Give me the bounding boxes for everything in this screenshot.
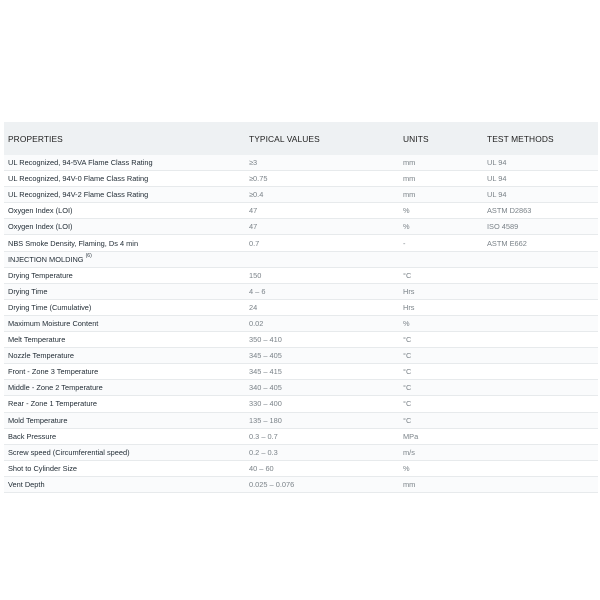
- cell-property: UL Recognized, 94V-0 Flame Class Rating: [4, 171, 245, 187]
- section-footnote: (6): [85, 252, 92, 259]
- table-body: [4, 155, 598, 492]
- cell-property: Melt Temperature: [4, 332, 245, 348]
- table-row: [4, 283, 598, 299]
- cell-value: ≥0.75: [245, 171, 399, 187]
- cell-value: 0.7: [245, 235, 399, 251]
- cell-value: 330 – 400: [245, 396, 399, 412]
- table-row: [4, 315, 598, 331]
- cell-value: 0.2 – 0.3: [245, 444, 399, 460]
- cell-unit: mm: [399, 171, 483, 187]
- table-row: [4, 476, 598, 492]
- cell-method: [483, 315, 598, 331]
- cell-value: 345 – 415: [245, 364, 399, 380]
- cell-unit: °C: [399, 348, 483, 364]
- header-units: UNITS: [399, 122, 483, 155]
- cell-property: NBS Smoke Density, Flaming, Ds 4 min: [4, 235, 245, 251]
- properties-table: [4, 122, 598, 493]
- cell-method: [483, 396, 598, 412]
- cell-unit: %: [399, 460, 483, 476]
- table-row: [4, 428, 598, 444]
- cell-method: ISO 4589: [483, 219, 598, 235]
- table-row: [4, 187, 598, 203]
- properties-table-container: [4, 122, 598, 493]
- table-row: [4, 203, 598, 219]
- cell-unit: mm: [399, 187, 483, 203]
- cell-property: Oxygen Index (LOI): [4, 219, 245, 235]
- cell-unit: °C: [399, 412, 483, 428]
- cell-method: [483, 412, 598, 428]
- cell-unit: °C: [399, 364, 483, 380]
- cell-value: 24: [245, 299, 399, 315]
- section-heading: [4, 251, 598, 267]
- cell-method: [483, 267, 598, 283]
- section-label: INJECTION MOLDING: [8, 254, 84, 264]
- cell-unit: °C: [399, 332, 483, 348]
- cell-property: Drying Time (Cumulative): [4, 299, 245, 315]
- cell-value: 0.025 – 0.076: [245, 476, 399, 492]
- cell-unit: MPa: [399, 428, 483, 444]
- table-row: [4, 380, 598, 396]
- cell-property: Drying Temperature: [4, 267, 245, 283]
- cell-unit: °C: [399, 380, 483, 396]
- cell-method: [483, 283, 598, 299]
- cell-value: 4 – 6: [245, 283, 399, 299]
- cell-method: [483, 299, 598, 315]
- cell-property: Back Pressure: [4, 428, 245, 444]
- cell-property: Nozzle Temperature: [4, 348, 245, 364]
- cell-value: 350 – 410: [245, 332, 399, 348]
- table-row: [4, 299, 598, 315]
- table-row: [4, 364, 598, 380]
- cell-method: [483, 428, 598, 444]
- cell-property: Oxygen Index (LOI): [4, 203, 245, 219]
- cell-method: UL 94: [483, 155, 598, 171]
- cell-property: Rear - Zone 1 Temperature: [4, 396, 245, 412]
- table-row: [4, 332, 598, 348]
- table-row: [4, 460, 598, 476]
- table-row: [4, 171, 598, 187]
- cell-unit: m/s: [399, 444, 483, 460]
- cell-method: [483, 476, 598, 492]
- cell-unit: %: [399, 219, 483, 235]
- cell-property: Maximum Moisture Content: [4, 315, 245, 331]
- cell-unit: %: [399, 203, 483, 219]
- cell-value: 135 – 180: [245, 412, 399, 428]
- cell-unit: Hrs: [399, 283, 483, 299]
- table-row: [4, 412, 598, 428]
- cell-value: 47: [245, 203, 399, 219]
- cell-value: 150: [245, 267, 399, 283]
- cell-property: Vent Depth: [4, 476, 245, 492]
- cell-property: Mold Temperature: [4, 412, 245, 428]
- cell-property: UL Recognized, 94-5VA Flame Class Rating: [4, 155, 245, 171]
- cell-method: ASTM D2863: [483, 203, 598, 219]
- cell-method: [483, 364, 598, 380]
- cell-method: UL 94: [483, 171, 598, 187]
- cell-property: Front - Zone 3 Temperature: [4, 364, 245, 380]
- cell-unit: °C: [399, 396, 483, 412]
- cell-value: ≥0.4: [245, 187, 399, 203]
- table-row: [4, 444, 598, 460]
- header-test-methods: TEST METHODS: [483, 122, 598, 155]
- cell-method: [483, 460, 598, 476]
- table-header: [4, 122, 598, 155]
- cell-unit: °C: [399, 267, 483, 283]
- header-typical-values: TYPICAL VALUES: [245, 122, 399, 155]
- cell-property: UL Recognized, 94V-2 Flame Class Rating: [4, 187, 245, 203]
- cell-value: 340 – 405: [245, 380, 399, 396]
- table-row: [4, 267, 598, 283]
- table-row: [4, 219, 598, 235]
- cell-property: Screw speed (Circumferential speed): [4, 444, 245, 460]
- cell-unit: -: [399, 235, 483, 251]
- cell-value: 47: [245, 219, 399, 235]
- cell-method: [483, 348, 598, 364]
- header-properties: PROPERTIES: [4, 122, 245, 155]
- section-row-injection-molding: [4, 251, 598, 267]
- cell-unit: mm: [399, 155, 483, 171]
- table-row: [4, 396, 598, 412]
- cell-unit: mm: [399, 476, 483, 492]
- cell-property: Shot to Cylinder Size: [4, 460, 245, 476]
- cell-method: UL 94: [483, 187, 598, 203]
- cell-value: ≥3: [245, 155, 399, 171]
- header-row: [4, 122, 598, 155]
- cell-value: 0.02: [245, 315, 399, 331]
- cell-property: Middle - Zone 2 Temperature: [4, 380, 245, 396]
- cell-value: 345 – 405: [245, 348, 399, 364]
- cell-value: 0.3 – 0.7: [245, 428, 399, 444]
- cell-property: Drying Time: [4, 283, 245, 299]
- cell-method: ASTM E662: [483, 235, 598, 251]
- cell-method: [483, 444, 598, 460]
- table-row: [4, 348, 598, 364]
- cell-unit: Hrs: [399, 299, 483, 315]
- cell-unit: %: [399, 315, 483, 331]
- cell-method: [483, 332, 598, 348]
- table-row: [4, 155, 598, 171]
- cell-value: 40 – 60: [245, 460, 399, 476]
- cell-method: [483, 380, 598, 396]
- table-row: [4, 235, 598, 251]
